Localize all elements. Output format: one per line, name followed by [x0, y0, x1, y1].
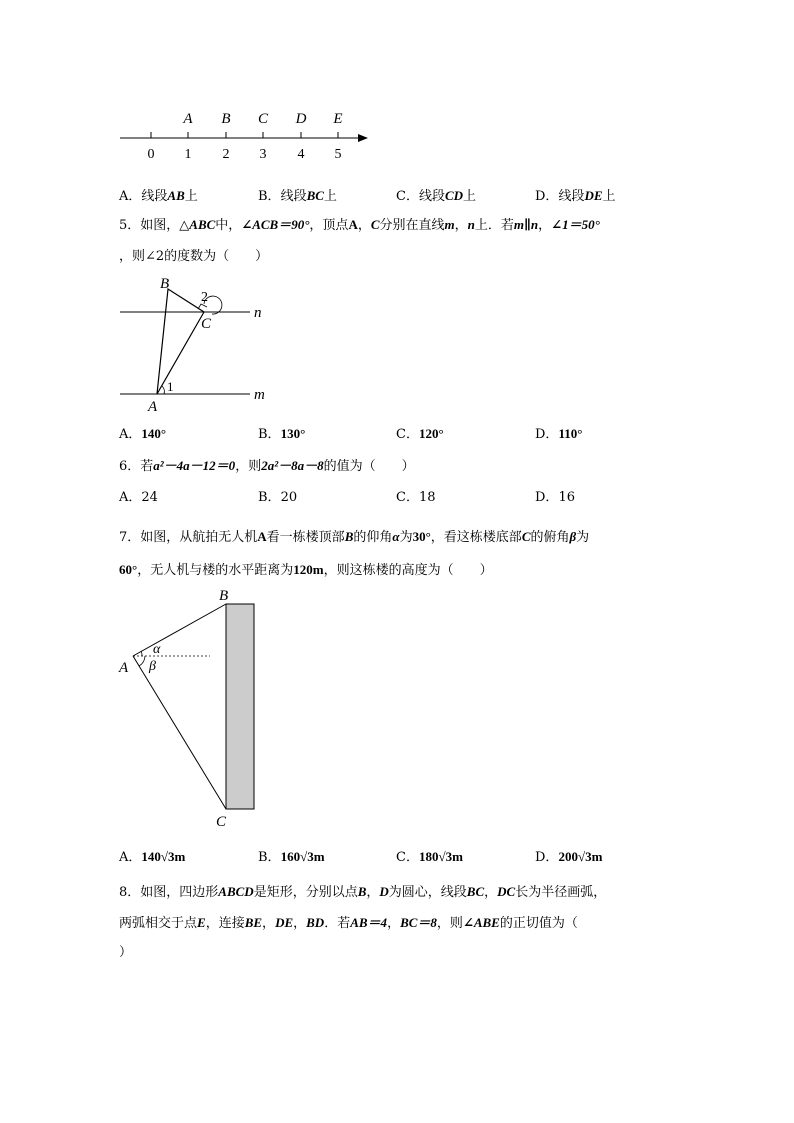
nl-label-e: E — [333, 111, 343, 127]
nl-tick-2: 2 — [222, 147, 230, 162]
line-ab — [133, 604, 226, 656]
stem-text: ， — [357, 218, 371, 233]
stem-text: 中， — [215, 218, 242, 233]
stem-text: ，则 — [436, 916, 463, 931]
stem-text: ， — [262, 916, 276, 931]
q7-label-c: C — [216, 814, 227, 830]
q8-stem-line2 — [119, 914, 578, 933]
q8-stem-line1 — [119, 883, 606, 902]
stem-text: ，则这栋楼的高度为（ ） — [323, 563, 493, 578]
q7-label-b: B — [219, 588, 229, 604]
q7-option-b — [258, 848, 325, 867]
q7-label-alpha: α — [153, 642, 161, 657]
stem-text: 为圆心，线段 — [388, 885, 467, 900]
stem-text: ， — [484, 885, 498, 900]
option-value: 16 — [558, 490, 575, 505]
alpha-arc — [141, 651, 142, 656]
nl-tick-1: 1 — [184, 147, 192, 162]
option-letter: A． — [119, 490, 142, 505]
option-letter: A． — [119, 427, 142, 442]
stem-text: ， — [538, 218, 552, 233]
option-text: 线段 — [558, 189, 585, 204]
angle-1-arc — [162, 386, 164, 394]
stem-text: 分别在直线 — [379, 218, 445, 233]
q5-label-b: B — [160, 276, 170, 292]
q5-stem-line2: ，则∠2的度数为（ ） — [119, 249, 269, 264]
stem-text: ．若 — [324, 916, 351, 931]
q6-stem — [119, 457, 415, 476]
option-text: 线段 — [280, 189, 307, 204]
q5-label-a: A — [148, 399, 158, 415]
option-value: 140√3m — [141, 849, 186, 864]
nl-label-c: C — [257, 111, 269, 127]
stem-text: 是矩形，分别以点 — [253, 885, 358, 900]
q5-option-d — [535, 425, 582, 444]
option-text: 上 — [184, 189, 198, 204]
stem-math: A — [348, 217, 358, 232]
option-text: 上 — [463, 189, 477, 204]
stem-math: B — [344, 529, 354, 544]
option-text: 线段 — [141, 189, 168, 204]
stem-math: BD — [306, 915, 325, 930]
stem-text: 7．如图，从航拍无人机 — [119, 530, 258, 545]
building — [226, 604, 254, 809]
option-letter: C． — [396, 850, 419, 865]
stem-text: ， — [387, 916, 401, 931]
q7-label-a: A — [119, 660, 129, 676]
nl-tick-3: 3 — [259, 147, 267, 162]
q5-label-n: n — [254, 305, 262, 321]
option-value: 130° — [280, 426, 306, 441]
stem-math: AB＝4 — [350, 915, 388, 930]
q6-option-c — [396, 489, 436, 507]
option-letter: B． — [258, 427, 281, 442]
stem-text: 5．如图， — [119, 218, 180, 233]
stem-text: 上．若 — [474, 218, 514, 233]
q8-stem-line3: ） — [119, 945, 133, 960]
stem-math: ABCD — [218, 884, 254, 899]
option-letter: D． — [535, 427, 559, 442]
option-letter: C． — [396, 490, 419, 505]
option-value: 180√3m — [418, 849, 463, 864]
option-letter: B． — [258, 490, 281, 505]
q7-option-c — [396, 848, 463, 867]
nl-tick-4: 4 — [297, 147, 305, 162]
q5-label-2: 2 — [201, 290, 208, 305]
stem-math: BC — [466, 884, 485, 899]
nl-tick-5: 5 — [334, 147, 342, 162]
stem-math: A — [257, 529, 267, 544]
q4-option-d — [535, 187, 616, 206]
option-letter: B． — [258, 189, 281, 204]
stem-math: 2a²－8a－8 — [261, 458, 324, 473]
stem-math: a²－4a－12＝0 — [153, 458, 236, 473]
stem-math: 120m — [293, 562, 324, 577]
q5-option-c — [396, 425, 444, 444]
option-letter: C． — [396, 189, 419, 204]
q7-option-d — [535, 848, 602, 867]
stem-text: 两弧相交于点 — [119, 916, 198, 931]
option-text: 线段 — [418, 189, 445, 204]
number-line-figure — [118, 104, 378, 164]
option-letter: C． — [396, 427, 419, 442]
stem-text: ，无人机与楼的水平距离为 — [137, 563, 294, 578]
stem-math: BE — [244, 915, 263, 930]
q4-option-b — [258, 187, 337, 206]
stem-math: ∠ACB＝90° — [241, 217, 310, 232]
line-ac — [133, 656, 226, 809]
stem-text: ，则 — [235, 459, 262, 474]
stem-math: BC＝8 — [400, 915, 437, 930]
stem-math: α — [392, 529, 400, 544]
option-value: 120° — [418, 426, 444, 441]
stem-text: 看一栋楼顶部 — [266, 530, 345, 545]
beta-arc — [139, 656, 145, 666]
option-text: 上 — [323, 189, 337, 204]
option-value: 140° — [141, 426, 167, 441]
stem-text: ，看这栋楼底部 — [430, 530, 522, 545]
stem-math: 30° — [412, 529, 431, 544]
option-value: 160√3m — [280, 849, 325, 864]
nl-label-a: A — [183, 111, 193, 127]
stem-text: 为 — [576, 530, 590, 545]
stem-text: 的正切值为（ — [499, 916, 578, 931]
nl-label-b: B — [221, 111, 231, 127]
stem-math: DC — [497, 884, 516, 899]
option-letter: A． — [119, 189, 142, 204]
stem-text: ， — [454, 218, 468, 233]
q6-option-a — [119, 489, 158, 507]
q5-stem-line1 — [119, 216, 600, 235]
stem-math: m∥n — [513, 217, 539, 232]
stem-text: 的俯角 — [530, 530, 570, 545]
nl-tick-0: 0 — [147, 147, 155, 162]
stem-text: ， — [366, 885, 380, 900]
option-value: 24 — [141, 490, 158, 505]
stem-text: 长为半径画弧， — [515, 885, 607, 900]
stem-math: C — [521, 529, 531, 544]
option-math: DE — [584, 188, 603, 203]
stem-math: △ABC — [179, 217, 216, 232]
stem-math: E — [197, 915, 206, 930]
option-value: 18 — [418, 490, 436, 505]
stem-text: ， — [293, 916, 307, 931]
stem-math: m — [444, 217, 455, 232]
q5-triangle-figure — [118, 272, 278, 417]
stem-math: C — [370, 217, 380, 232]
stem-text: 6．若 — [119, 459, 154, 474]
triangle-abc — [157, 289, 204, 394]
stem-math: ∠ABE — [462, 915, 500, 930]
q7-option-a — [119, 848, 185, 867]
stem-math: β — [569, 529, 577, 544]
option-math: AB — [167, 188, 185, 203]
q5-option-b — [258, 425, 305, 444]
option-value: 20 — [280, 490, 298, 505]
option-text: 上 — [602, 189, 616, 204]
option-letter: A． — [119, 850, 142, 865]
q4-option-a — [119, 187, 198, 206]
option-letter: D． — [535, 189, 559, 204]
nl-label-d: D — [295, 111, 307, 127]
q5-label-c: C — [201, 316, 212, 332]
q7-building-figure — [115, 586, 265, 831]
stem-math: B — [357, 884, 367, 899]
stem-text: 为 — [399, 530, 413, 545]
stem-text: ，连接 — [205, 916, 245, 931]
q5-option-a — [119, 425, 166, 444]
q5-label-1: 1 — [167, 379, 174, 394]
stem-text: ，顶点 — [309, 218, 349, 233]
stem-text: 8．如图，四边形 — [119, 885, 219, 900]
stem-math: n — [467, 217, 475, 232]
option-math: CD — [444, 188, 464, 203]
stem-text: 的值为（ ） — [323, 459, 415, 474]
q7-stem-line2 — [119, 561, 493, 580]
option-value: 110° — [558, 426, 583, 441]
q4-option-c — [396, 187, 476, 206]
number-line-arrow — [358, 134, 368, 142]
q7-stem-line1 — [119, 528, 589, 547]
stem-math: 60° — [119, 562, 138, 577]
option-math: BC — [306, 188, 324, 203]
q6-option-b — [258, 489, 297, 507]
q6-option-d — [535, 489, 575, 507]
option-letter: D． — [535, 490, 559, 505]
stem-text: 的仰角 — [353, 530, 393, 545]
stem-math: DE — [275, 915, 294, 930]
number-line-ticks — [151, 132, 338, 138]
stem-math: ∠1＝50° — [551, 217, 600, 232]
option-value: 200√3m — [558, 849, 603, 864]
stem-math: D — [379, 884, 389, 899]
q5-label-m: m — [254, 387, 265, 403]
option-letter: D． — [535, 850, 559, 865]
option-letter: B． — [258, 850, 281, 865]
q7-label-beta: β — [149, 659, 156, 674]
